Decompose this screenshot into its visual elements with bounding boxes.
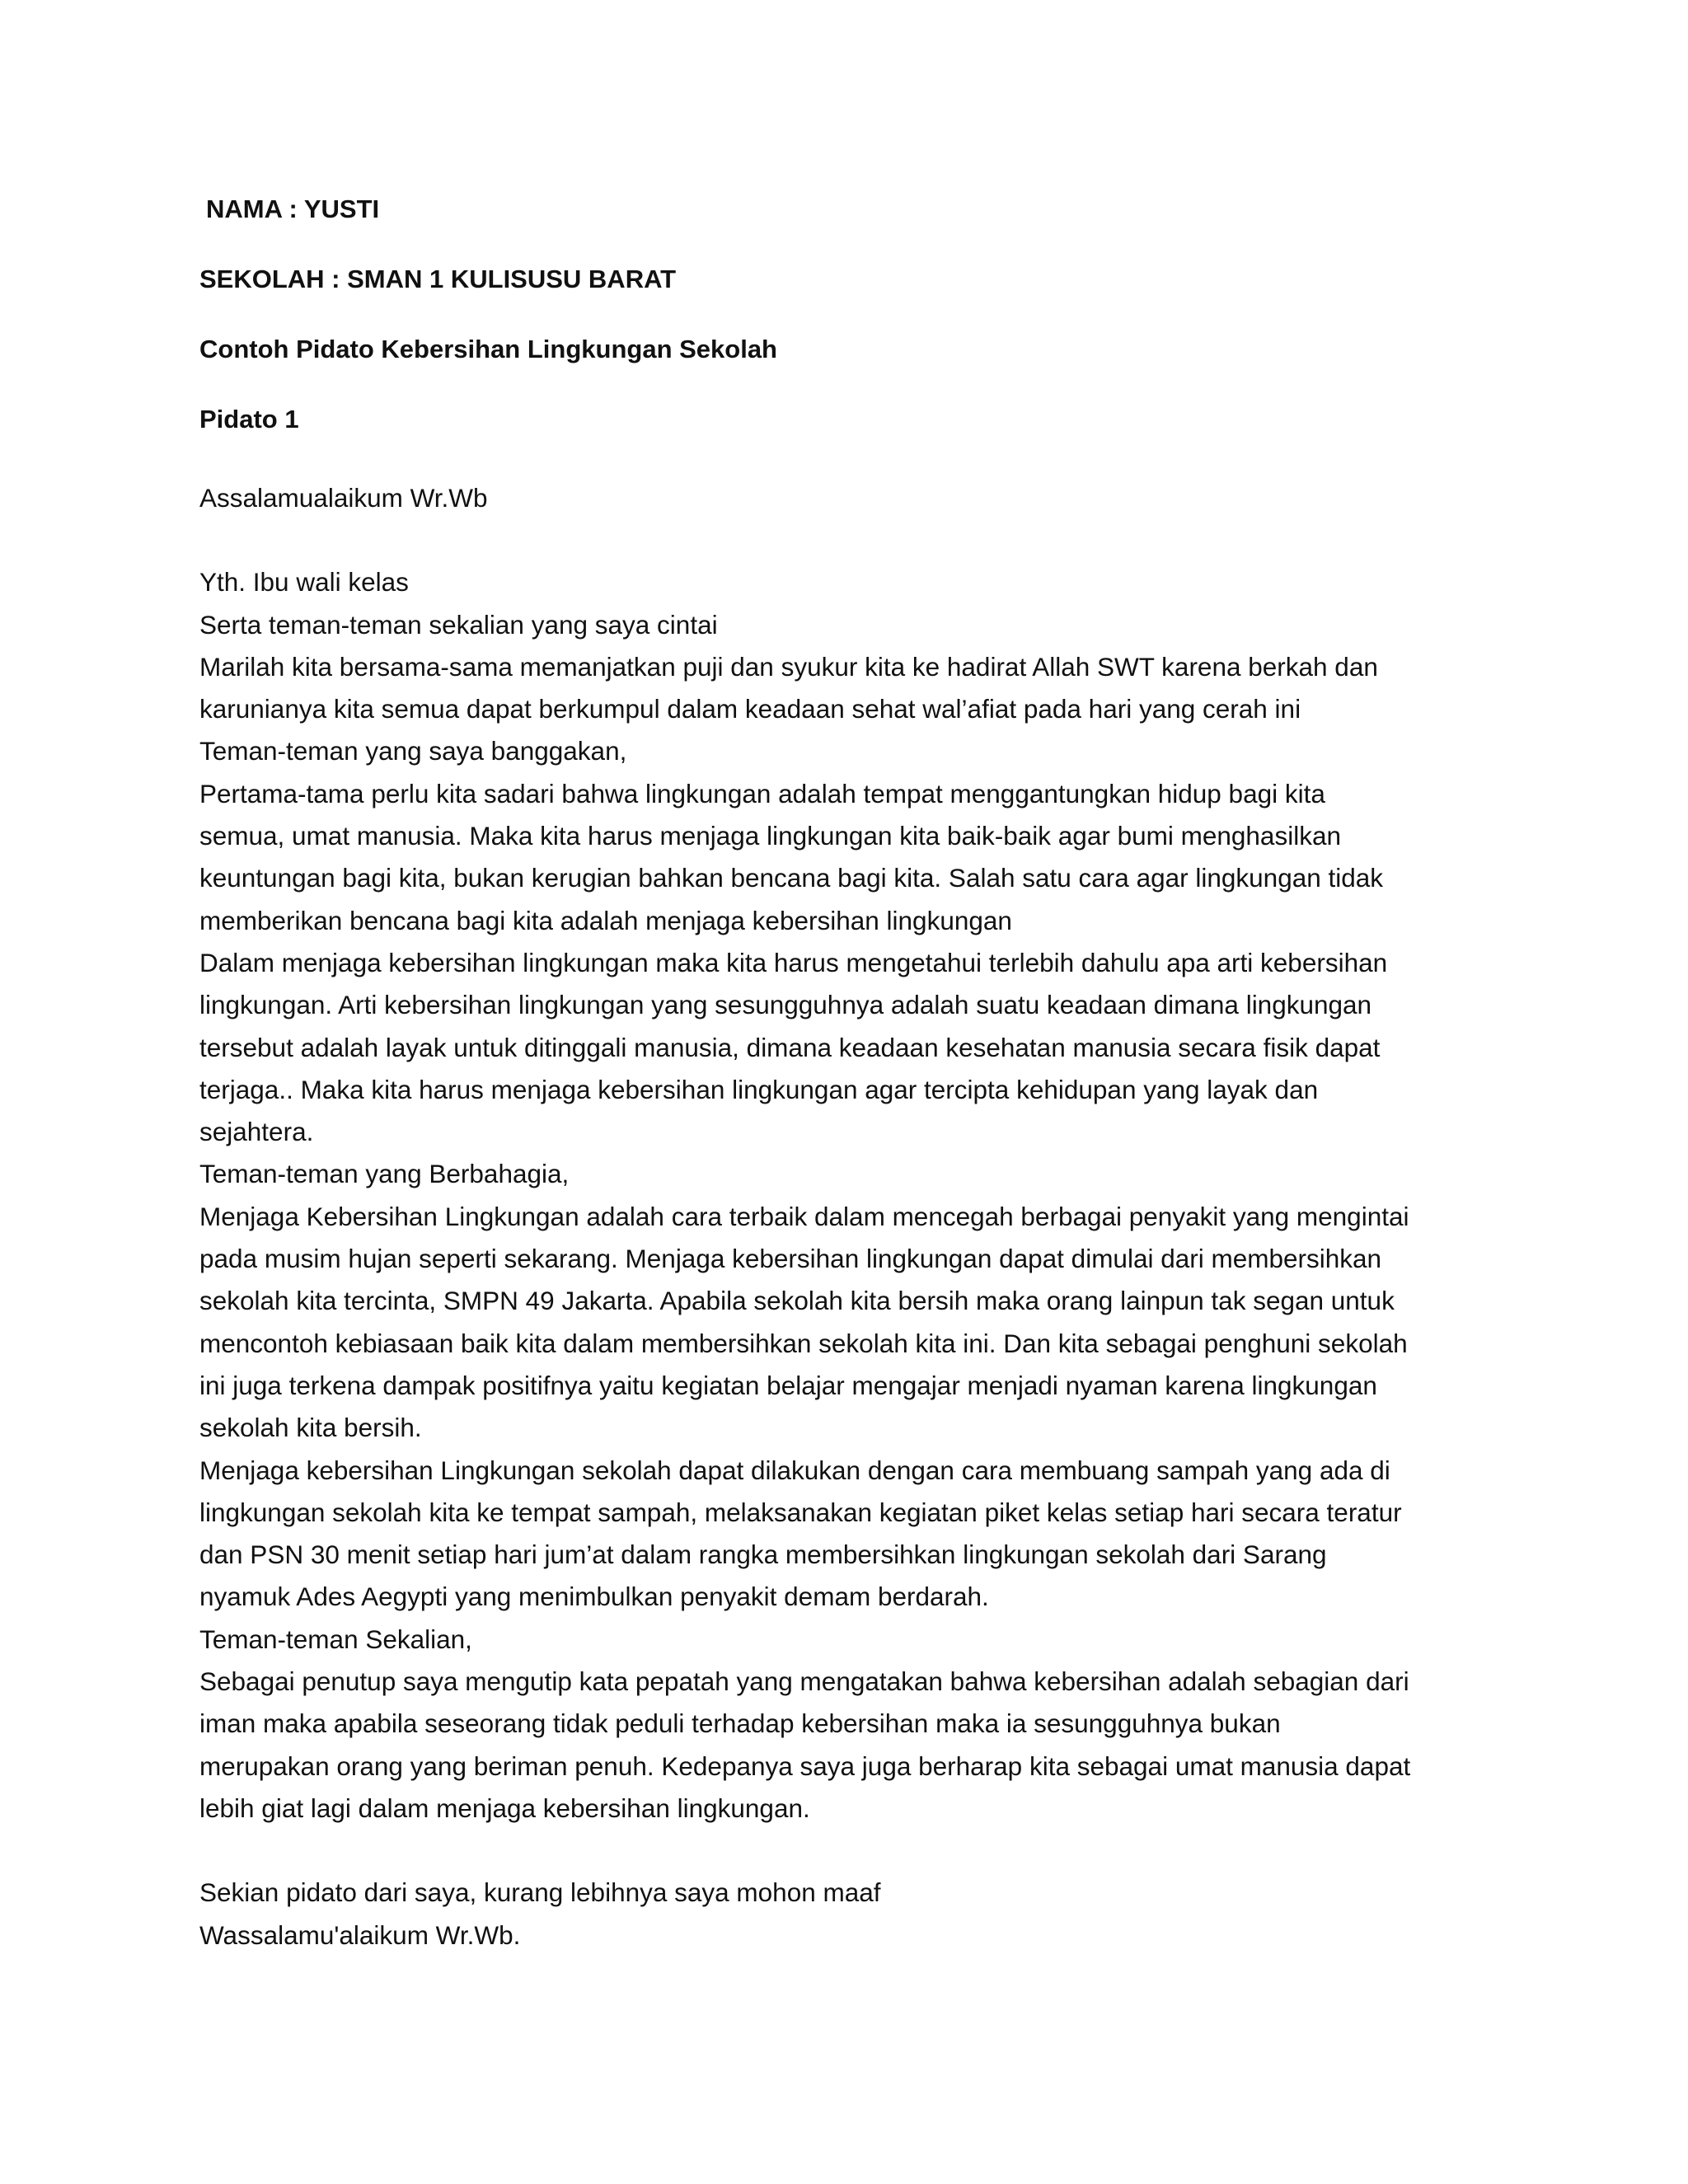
speech-line: dan PSN 30 menit setiap hari jum’at dalam rangka membersihkan lingkungan sekolah dari Sarang	[199, 1540, 1327, 1570]
speech-line: keuntungan bagi kita, bukan kerugian bahkan bencana bagi kita. Salah satu cara agar lingkungan tidak	[199, 863, 1384, 893]
speech-line: Menjaga Kebersihan Lingkungan adalah cara terbaik dalam mencegah berbagai penyakit yang mengintai	[199, 1201, 1409, 1231]
speech-line: tersebut adalah layak untuk ditinggali manusia, dimana keadaan kesehatan manusia secara fisik dapat	[199, 1032, 1381, 1062]
speech-line: Yth. Ibu wali kelas	[199, 567, 409, 598]
speech-line: semua, umat manusia. Maka kita harus menjaga lingkungan kita baik-baik agar bumi menghasilkan	[199, 821, 1341, 851]
speech-line: sekolah kita tercinta, SMPN 49 Jakarta. Apabila sekolah kita bersih maka orang lainpun tak segan untuk	[199, 1286, 1395, 1316]
speech-line: sekolah kita bersih.	[199, 1413, 422, 1443]
closing-greeting: Wassalamu'alaikum Wr.Wb.	[199, 1919, 521, 1950]
speech-line: Menjaga kebersihan Lingkungan sekolah dapat dilakukan dengan cara membuang sampah yang ada di	[199, 1455, 1390, 1485]
speech-line: lingkungan. Arti kebersihan lingkungan yang sesungguhnya adalah suatu keadaan dimana lingkungan	[199, 990, 1372, 1020]
speech-line: karunianya kita semua dapat berkumpul dalam keadaan sehat wal’afiat pada hari yang cerah ini	[199, 694, 1301, 724]
speech-line: Marilah kita bersama-sama memanjatkan puji dan syukur kita ke hadirat Allah SWT karena berkah dan	[199, 651, 1378, 682]
speech-line: memberikan bencana bagi kita adalah menjaga kebersihan lingkungan	[199, 905, 1012, 935]
speech-number: Pidato 1	[199, 405, 299, 434]
speech-line: nyamuk Ades Aegypti yang menimbulkan penyakit demam berdarah.	[199, 1582, 989, 1612]
closing-line: Sekian pidato dari saya, kurang lebihnya saya mohon maaf	[199, 1877, 881, 1908]
speech-line: Dalam menjaga kebersihan lingkungan maka kita harus mengetahui terlebih dahulu apa arti kebersihan	[199, 947, 1388, 977]
speech-line: pada musim hujan seperti sekarang. Menjaga kebersihan lingkungan dapat dimulai dari membersihkan	[199, 1244, 1382, 1274]
student-name: NAMA : YUSTI	[206, 194, 380, 223]
speech-line: Teman-teman yang Berbahagia,	[199, 1159, 570, 1189]
speech-line: lingkungan sekolah kita ke tempat sampah, melaksanakan kegiatan piket kelas setiap hari secara teratur	[199, 1497, 1402, 1527]
speech-line: Serta teman-teman sekalian yang saya cintai	[199, 609, 718, 640]
speech-line: terjaga.. Maka kita harus menjaga kebersihan lingkungan agar tercipta kehidupan yang layak dan	[199, 1074, 1319, 1104]
speech-line: Teman-teman Sekalian,	[199, 1624, 472, 1654]
speech-line: lebih giat lagi dalam menjaga kebersihan lingkungan.	[199, 1793, 810, 1823]
speech-line: Sebagai penutup saya mengutip kata pepatah yang mengatakan bahwa kebersihan adalah sebagian dari	[199, 1666, 1409, 1697]
speech-body	[199, 561, 1493, 1830]
speech-line: merupakan orang yang beriman penuh. Kedepanya saya juga berharap kita sebagai umat manusia dapat	[199, 1750, 1411, 1781]
document-content	[199, 194, 1493, 1957]
speech-line: Pertama-tama perlu kita sadari bahwa lingkungan adalah tempat menggantungkan hidup bagi kita	[199, 778, 1325, 808]
opening-greeting: Assalamualaikum Wr.Wb	[199, 483, 488, 513]
speech-closing	[199, 1872, 1493, 1957]
speech-line: ini juga terkena dampak positifnya yaitu kegiatan belajar mengajar menjadi nyaman karena lingkungan	[199, 1370, 1377, 1400]
school-name: SEKOLAH : SMAN 1 KULISUSU BARAT	[199, 265, 677, 293]
speech-line: Teman-teman yang saya banggakan,	[199, 736, 627, 766]
document-title: Contoh Pidato Kebersihan Lingkungan Sekolah	[199, 335, 777, 363]
speech-line: sejahtera.	[199, 1117, 314, 1147]
speech-line: iman maka apabila seseorang tidak peduli terhadap kebersihan maka ia sesungguhnya bukan	[199, 1708, 1281, 1739]
speech-line: mencontoh kebiasaan baik kita dalam membersihkan sekolah kita ini. Dan kita sebagai penghuni sekolah	[199, 1328, 1408, 1358]
